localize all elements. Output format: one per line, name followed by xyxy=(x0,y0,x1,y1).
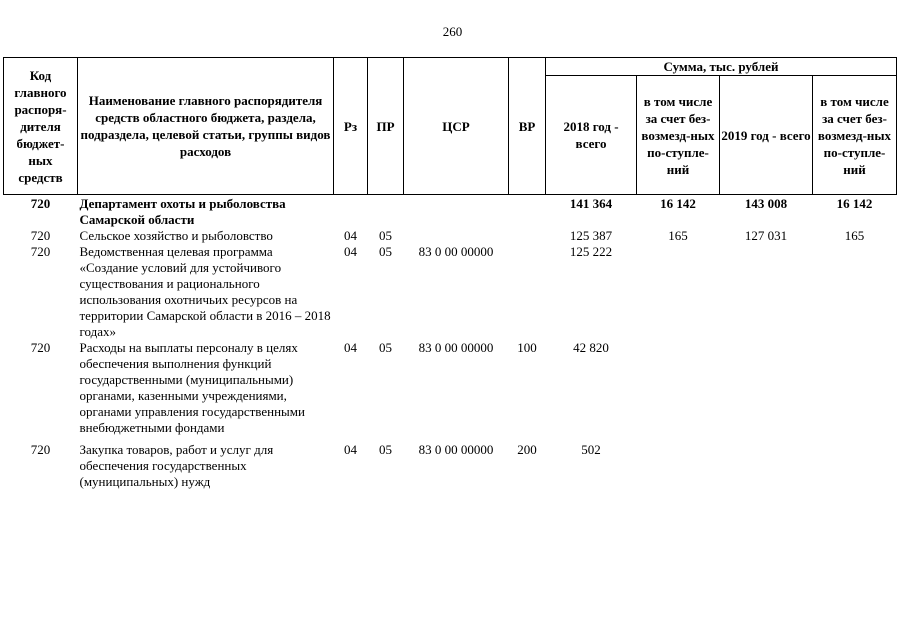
cell-code: 720 xyxy=(30,196,51,211)
cell-2018-incl xyxy=(637,244,720,340)
cell-pr: 05 xyxy=(379,228,392,243)
cell-code: 720 xyxy=(30,442,51,457)
cell-2018-total: 42 820 xyxy=(573,340,609,355)
cell-2019-total: 127 031 xyxy=(744,228,788,243)
cell-csr: 83 0 00 00000 xyxy=(418,244,494,259)
cell-pr: 05 xyxy=(379,442,392,457)
cell-pr: 05 xyxy=(379,244,392,259)
cell-csr: 83 0 00 00000 xyxy=(418,340,494,355)
cell-2019-incl: 165 xyxy=(844,228,865,243)
table-row xyxy=(4,228,897,244)
header-2018-total: 2018 год - всего xyxy=(546,76,637,195)
table-row xyxy=(4,195,897,229)
cell-2018-total: 502 xyxy=(581,442,601,457)
cell-pr: 05 xyxy=(379,340,392,355)
header-row-top xyxy=(4,58,897,76)
cell-csr: 83 0 00 00000 xyxy=(418,442,494,457)
cell-rz: 04 xyxy=(344,442,357,457)
cell-vr xyxy=(509,228,546,244)
header-code: Код главного распоря-дителя бюджет-ных средств xyxy=(4,58,78,195)
cell-rz: 04 xyxy=(344,340,357,355)
cell-pr xyxy=(368,195,404,229)
cell-name: Сельское хозяйство и рыболовство xyxy=(79,228,273,243)
header-sum: Сумма, тыс. рублей xyxy=(546,58,897,76)
cell-2018-incl xyxy=(637,340,720,436)
cell-code: 720 xyxy=(30,244,51,259)
cell-code: 720 xyxy=(30,228,51,243)
cell-vr: 100 xyxy=(517,340,537,355)
cell-2019-total xyxy=(720,244,813,340)
header-name: Наименование главного распорядителя средств областного бюджета, раздела, подраздела, целевой статьи, группы видов расходов xyxy=(78,58,334,195)
cell-name: Закупка товаров, работ и услуг для обеспечения государственных (муниципальных) нужд xyxy=(79,442,274,489)
cell-name: Департамент охоты и рыболовства Самарской области xyxy=(79,196,286,227)
cell-2018-incl: 16 142 xyxy=(660,196,696,211)
cell-csr xyxy=(404,195,509,229)
header-2019-incl: в том числе за счет без-возмезд-ных по-ступле-ний xyxy=(813,76,897,195)
header-vr: ВР xyxy=(509,58,546,195)
header-csr: ЦСР xyxy=(404,58,509,195)
cell-2019-total xyxy=(720,340,813,436)
cell-name: Ведомственная целевая программа «Создание условий для устойчивого существования и рационального использования охотничьих ресурсов на территории Самарской области в 2016 – 2018 годах» xyxy=(79,244,331,339)
header-rz: Рз xyxy=(334,58,368,195)
table-row xyxy=(4,442,897,490)
cell-2018-total: 141 364 xyxy=(569,196,613,211)
cell-2018-incl: 165 xyxy=(668,228,688,243)
cell-rz xyxy=(334,195,368,229)
cell-2019-incl: 16 142 xyxy=(836,196,873,211)
cell-vr: 200 xyxy=(517,442,537,457)
cell-2018-incl xyxy=(637,442,720,490)
header-2018-incl: в том числе за счет без-возмезд-ных по-ступле-ний xyxy=(637,76,720,195)
cell-2018-total: 125 387 xyxy=(569,228,613,243)
table-row xyxy=(4,244,897,340)
header-pr: ПР xyxy=(368,58,404,195)
cell-2019-incl xyxy=(813,442,897,490)
cell-rz: 04 xyxy=(344,244,357,259)
cell-2019-incl xyxy=(813,244,897,340)
cell-vr xyxy=(509,244,546,340)
cell-code: 720 xyxy=(30,340,51,355)
cell-2019-incl xyxy=(813,340,897,436)
header-2019-total: 2019 год - всего xyxy=(720,76,813,195)
page-number: 260 xyxy=(442,24,463,39)
cell-name: Расходы на выплаты персоналу в целях обеспечения выполнения функций государственными (муниципальными) органами, казенными учреждениями, органами управления государственными внебюджетными фондами xyxy=(79,340,305,435)
cell-2019-total: 143 008 xyxy=(744,196,788,211)
cell-rz: 04 xyxy=(344,228,357,243)
cell-csr xyxy=(404,228,509,244)
cell-2018-total: 125 222 xyxy=(569,244,613,259)
table-row xyxy=(4,340,897,436)
cell-2019-total xyxy=(720,442,813,490)
budget-table xyxy=(3,57,897,490)
cell-vr xyxy=(509,195,546,229)
